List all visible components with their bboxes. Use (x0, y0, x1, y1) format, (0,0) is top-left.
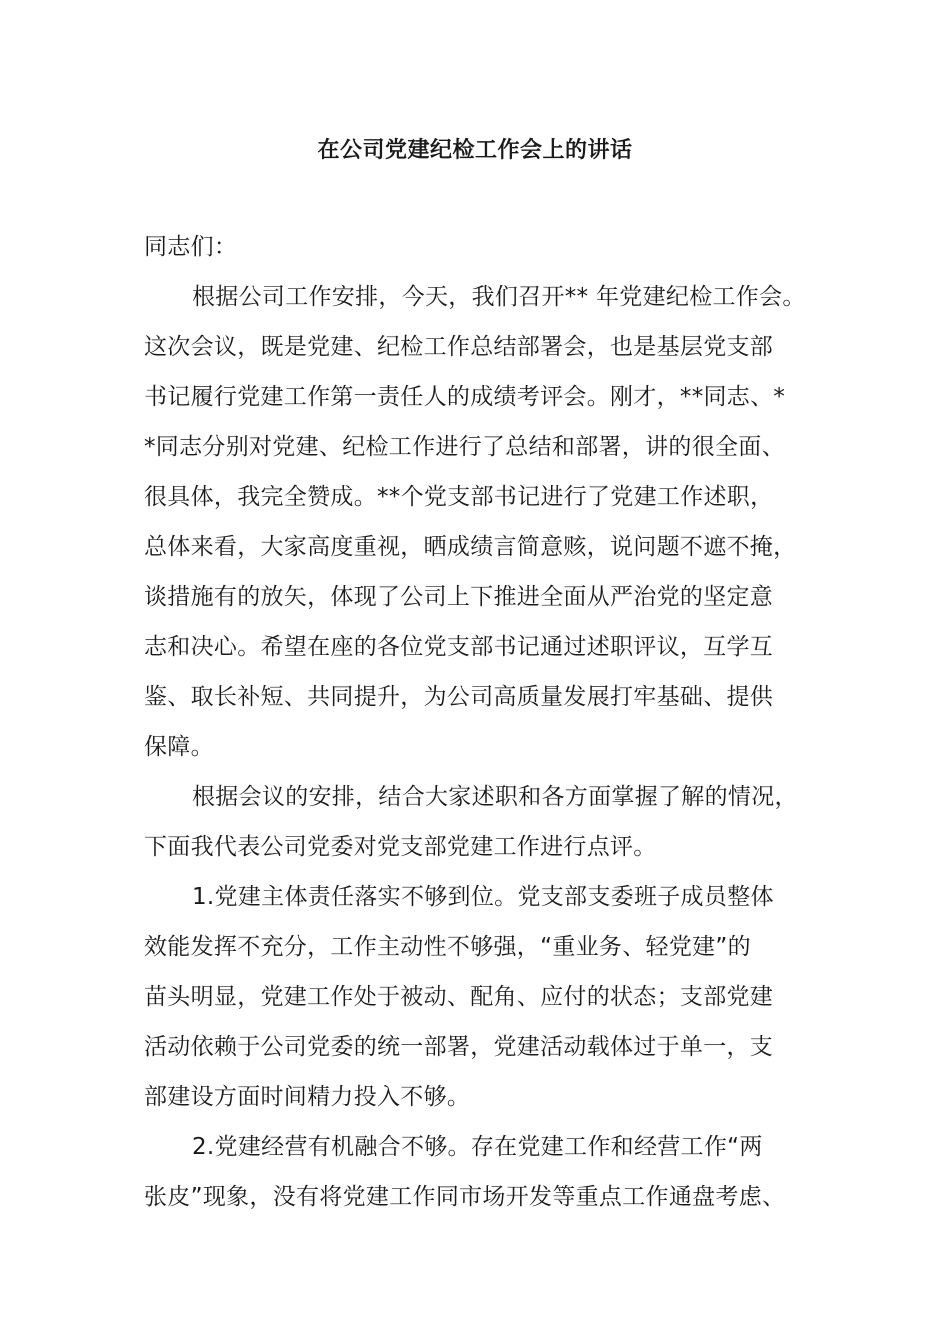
text-line: 部建设方面时间精力投入不够。 (144, 1084, 471, 1110)
text-line: 志和决心。希望在座的各位党支部书记通过述职评议，互学互 (144, 634, 774, 660)
document-title: 在公司党建纪检工作会上的讲话 (317, 138, 633, 163)
text-line: 效能发挥不充分，工作主动性不够强，“重业务、轻党建”的 (144, 934, 751, 960)
text-line: 张皮”现象，没有将党建工作同市场开发等重点工作通盘考虑、 (144, 1184, 786, 1210)
text-line: 很具体，我完全赞成。**个党支部书记进行了党建工作述职， (144, 484, 774, 510)
text-line: 书记履行党建工作第一责任人的成绩考评会。刚才，**同志、* (144, 384, 786, 410)
text-line: 总体来看，大家高度重视，晒成绩言简意赅，说问题不遮不掩， (144, 534, 797, 560)
text-line: 苗头明显，党建工作处于被动、配角、应付的状态；支部党建 (144, 984, 774, 1010)
document-body (144, 222, 824, 1222)
text-line: 2.党建经营有机融合不够。存在党建工作和经营工作“两 (192, 1134, 763, 1160)
text-line: 根据会议的安排，结合大家述职和各方面掌握了解的情况， (192, 784, 798, 810)
text-line: 这次会议，既是党建、纪检工作总结部署会，也是基层党支部 (144, 334, 774, 360)
text-line: 保障。 (144, 734, 214, 760)
text-line: 根据公司工作安排，今天，我们召开** 年党建纪检工作会。 (192, 284, 806, 310)
text-line: 鉴、取长补短、共同提升，为公司高质量发展打牢基础、提供 (144, 684, 774, 710)
text-line: 活动依赖于公司党委的统一部署，党建活动载体过于单一，支 (144, 1034, 774, 1060)
text-line: 1.党建主体责任落实不够到位。党支部支委班子成员整体 (192, 884, 774, 910)
text-line: 同志们： (144, 234, 238, 260)
text-line: *同志分别对党建、纪检工作进行了总结和部署，讲的很全面、 (144, 434, 785, 460)
text-line: 谈措施有的放矢，体现了公司上下推进全面从严治党的坚定意 (144, 584, 774, 610)
text-line: 下面我代表公司党委对党支部党建工作进行点评。 (144, 834, 657, 860)
